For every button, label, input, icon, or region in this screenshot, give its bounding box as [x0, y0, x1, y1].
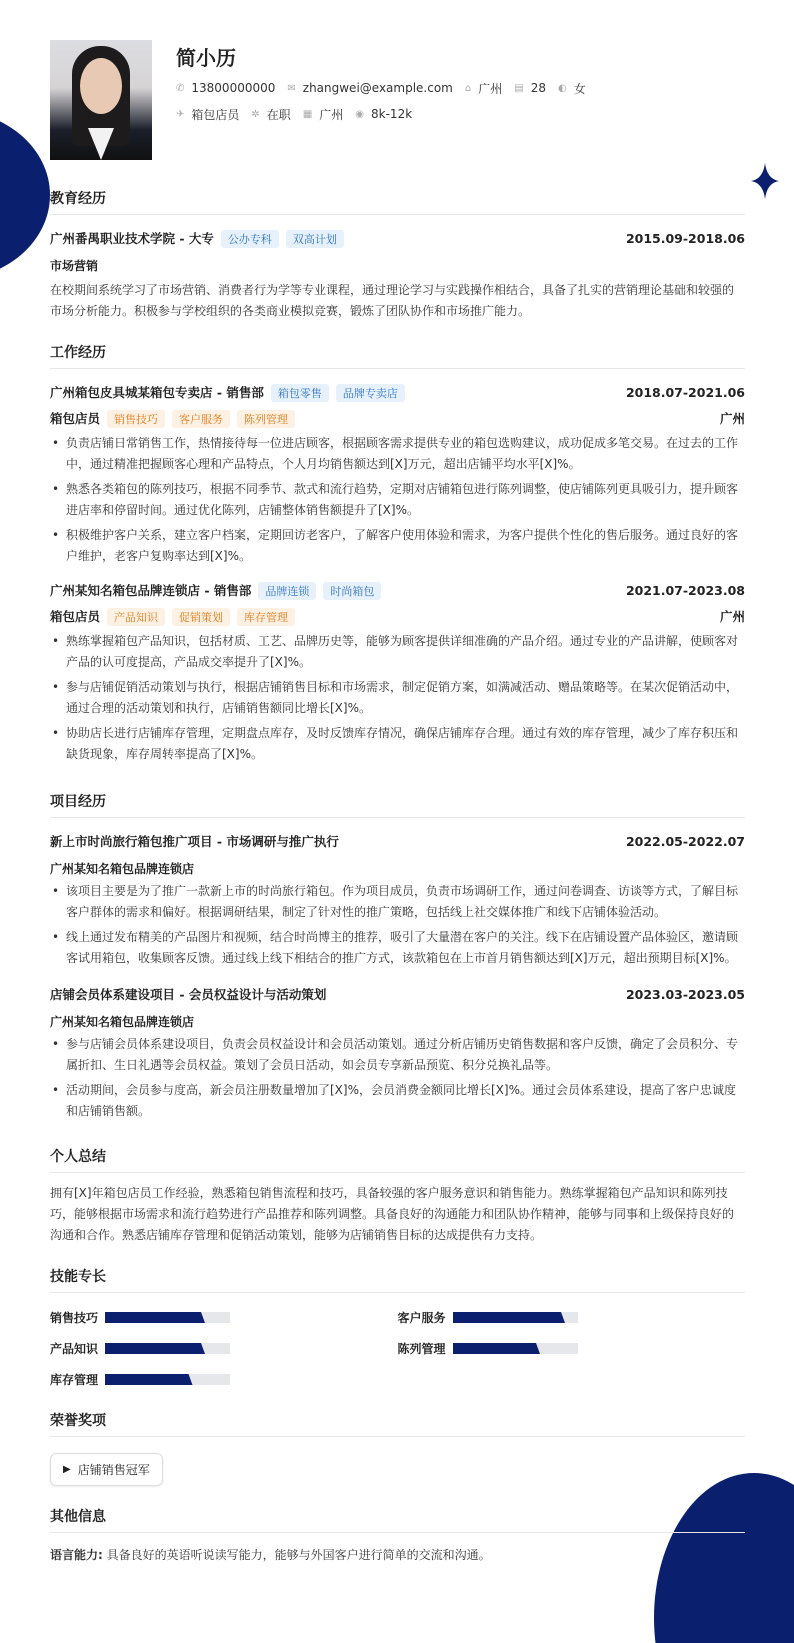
skill-item — [398, 1340, 746, 1357]
date: 2022.05-2022.07 — [625, 833, 745, 849]
tag: 箱包零售 — [271, 384, 329, 402]
avatar — [50, 40, 152, 160]
school: 广州番禺职业技术学院 - 大专 — [50, 230, 214, 246]
work-city: 广州 — [719, 411, 745, 426]
list-item: • 熟悉各类箱包的陈列技巧，根据不同季节、款式和流行趋势，定期对店铺箱包进行陈列调整，使店铺陈列更具吸引力，提升顾客进店率和停留时间。通过优化陈列，店铺整体销售额提升了[X]%。 — [50, 479, 745, 521]
project-org: 广州某知名箱包品牌连锁店 — [50, 1015, 195, 1029]
skill-item — [50, 1371, 398, 1388]
skill-bar — [105, 1374, 230, 1385]
skill-bar-fill — [453, 1312, 566, 1323]
tag: 公办专科 — [221, 230, 279, 248]
skill-bar-fill — [105, 1374, 193, 1385]
work-city: 广州 — [719, 609, 745, 624]
other-section — [50, 1506, 745, 1566]
company: 广州箱包皮具城某箱包专卖店 - 销售部 — [50, 384, 264, 400]
major: 市场营销 — [50, 259, 99, 273]
role: 箱包店员 — [50, 410, 101, 426]
skill-bar-fill — [105, 1343, 205, 1354]
job: 箱包店员 — [191, 107, 240, 122]
project-title: 新上市时尚旅行箱包推广项目 - 市场调研与推广执行 — [50, 834, 339, 849]
role: 箱包店员 — [50, 608, 101, 624]
star-icon — [751, 163, 779, 199]
list-item: • 该项目主要是为了推广一款新上市的时尚旅行箱包。作为项目成员，负责市场调研工作，通过问卷调查、访谈等方式，了解目标客户群体的需求和偏好。根据调研结果，制定了针对性的推广策略，包括线上社交媒体推广和线下店铺体验活动。 — [50, 881, 745, 923]
skill-bar — [105, 1312, 230, 1323]
list-item: • 积极维护客户关系，建立客户档案，定期回访老客户，了解客户使用体验和需求，为客户提供个性化的售后服务。通过良好的客户维护，老客户复购率达到[X]%。 — [50, 525, 745, 567]
skill-name: 陈列管理 — [397, 1342, 446, 1356]
status: 在职 — [266, 107, 291, 122]
list-item: • 熟练掌握箱包产品知识，包括材质、工艺、品牌历史等，能够为顾客提供详细准确的产品介绍。通过专业的产品讲解，使顾客对产品的认可度提高，产品成交率提升了[X]%。 — [50, 631, 745, 673]
date: 2023.03-2023.05 — [625, 986, 745, 1002]
skills-section — [50, 1266, 745, 1388]
date: 2015.09-2018.06 — [625, 230, 745, 246]
age: 28 — [530, 81, 546, 95]
play-icon: ▶ — [63, 1464, 71, 1475]
skill-tag: 促销策划 — [172, 608, 230, 626]
other-text: 具备良好的英语听说读写能力，能够与外国客户进行简单的交流和沟通。 — [106, 1548, 491, 1562]
skill-bar-fill — [453, 1343, 541, 1354]
tag: 时尚箱包 — [323, 582, 381, 600]
skill-tag: 客户服务 — [172, 410, 230, 428]
skill-name: 销售技巧 — [50, 1311, 99, 1325]
candidate-name: 简小历 — [176, 46, 236, 70]
section-title: 项目经历 — [50, 791, 745, 818]
salary: 8k-12k — [371, 107, 413, 121]
list-item: • 活动期间，会员参与度高，新会员注册数量增加了[X]%，会员消费金额同比增长[X]%。通过会员体系建设，提高了客户忠诚度和店铺销售额。 — [50, 1080, 745, 1122]
phone-icon: ✆ — [176, 82, 185, 94]
job-icon: ✈ — [176, 108, 185, 120]
skill-name: 客户服务 — [397, 1311, 446, 1325]
list-item: • 参与店铺会员体系建设项目，负责会员权益设计和会员活动策划。通过分析店铺历史销售数据和客户反馈，确定了会员积分、专属折扣、生日礼遇等会员权益。策划了会员日活动，如会员专享新品预览、积分兑换礼品等。 — [50, 1034, 745, 1076]
tag: 品牌专卖店 — [336, 384, 405, 402]
list-item: • 协助店长进行店铺库存管理，定期盘点库存，及时反馈库存情况，确保店铺库存合理。通过有效的库存管理，减少了库存积压和缺货现象，库存周转率提高了[X]%。 — [50, 723, 745, 765]
education-section — [50, 188, 745, 322]
awards-section — [50, 1410, 745, 1486]
gender: 女 — [573, 81, 586, 96]
target-city: 广州 — [319, 107, 344, 122]
skill-name: 产品知识 — [50, 1342, 99, 1356]
city: 广州 — [478, 81, 503, 96]
skill-bar — [453, 1343, 578, 1354]
salary-icon: ◉ — [355, 108, 365, 120]
section-title: 个人总结 — [50, 1146, 745, 1173]
phone: 13800000000 — [191, 81, 276, 95]
section-title: 工作经历 — [50, 342, 745, 369]
skill-bar — [105, 1343, 230, 1354]
home-icon: ⌂ — [464, 82, 472, 94]
section-title: 技能专长 — [50, 1266, 745, 1293]
project-title: 店铺会员体系建设项目 - 会员权益设计与活动策划 — [50, 987, 327, 1002]
award-item — [50, 1453, 163, 1486]
project-org: 广州某知名箱包品牌连锁店 — [50, 862, 195, 876]
skill-item — [50, 1309, 398, 1326]
skill-tag: 销售技巧 — [107, 410, 165, 428]
project-section — [50, 791, 745, 1122]
description: 在校期间系统学习了市场营销、消费者行为学等专业课程，通过理论学习与实践操作相结合，具备了扎实的营销理论基础和较强的市场分析能力。积极参与学校组织的各类商业模拟竞赛，锻炼了团队协作和市场推广能力。 — [50, 283, 735, 318]
summary-section — [50, 1146, 745, 1246]
company: 广州某知名箱包品牌连锁店 - 销售部 — [50, 582, 252, 598]
tag: 双高计划 — [286, 230, 344, 248]
mail-icon: ✉ — [287, 82, 296, 94]
email: zhangwei@example.com — [302, 81, 453, 95]
skill-tag: 陈列管理 — [237, 410, 295, 428]
section-title: 荣誉奖项 — [50, 1410, 745, 1437]
list-item: • 线上通过发布精美的产品图片和视频，结合时尚博主的推荐，吸引了大量潜在客户的关注。线下在店铺设置产品体验区，邀请顾客试用箱包，收集顾客反馈。通过线上线下相结合的推广方式，该款箱包在上市首月销售额达到[X]万元，超出预期目标[X]%。 — [50, 927, 745, 969]
award-label: 店铺销售冠军 — [77, 1463, 150, 1477]
summary-text: 拥有[X]年箱包店员工作经验，熟悉箱包销售流程和技巧，具备较强的客户服务意识和销售能力。熟练掌握箱包产品知识和陈列技巧，能够根据市场需求和流行趋势进行产品推荐和陈列调整。具备良好的沟通能力和团队协作精神，能够与同事和上级保持良好的沟通和合作。熟悉店铺库存管理和促销活动策划，能够为店铺销售目标的达成提供有力支持。 — [50, 1186, 735, 1242]
list-item: • 参与店铺促销活动策划与执行，根据店铺销售目标和市场需求，制定促销方案，如满减活动、赠品策略等。在某次促销活动中，通过合理的活动策划和执行，店铺销售额同比增长[X]%。 — [50, 677, 745, 719]
skill-name: 库存管理 — [50, 1373, 99, 1387]
skill-tag: 产品知识 — [107, 608, 165, 626]
work-section — [50, 342, 745, 765]
building-icon: ▦ — [302, 108, 313, 120]
list-item: • 负责店铺日常销售工作，热情接待每一位进店顾客，根据顾客需求提供专业的箱包选购建议，成功促成多笔交易。在过去的工作中，通过精准把握顾客心理和产品特点，个人月均销售额达到[X]万元，超出店铺平均水平[X]%。 — [50, 433, 745, 475]
section-title: 其他信息 — [50, 1506, 745, 1533]
skill-tag: 库存管理 — [237, 608, 295, 626]
profile-header — [50, 40, 745, 160]
status-icon: ✲ — [251, 108, 260, 120]
other-label: 语言能力: — [50, 1548, 103, 1562]
date: 2018.07-2021.06 — [625, 384, 745, 400]
tag: 品牌连锁 — [258, 582, 316, 600]
gender-icon: ◐ — [557, 82, 567, 94]
section-title: 教育经历 — [50, 188, 745, 215]
skill-bar — [453, 1312, 578, 1323]
skill-item — [50, 1340, 398, 1357]
skill-bar-fill — [105, 1312, 205, 1323]
date: 2021.07-2023.08 — [625, 582, 745, 598]
decorative-shape — [0, 110, 50, 280]
skill-item — [398, 1309, 746, 1326]
age-icon: ▤ — [514, 82, 524, 94]
